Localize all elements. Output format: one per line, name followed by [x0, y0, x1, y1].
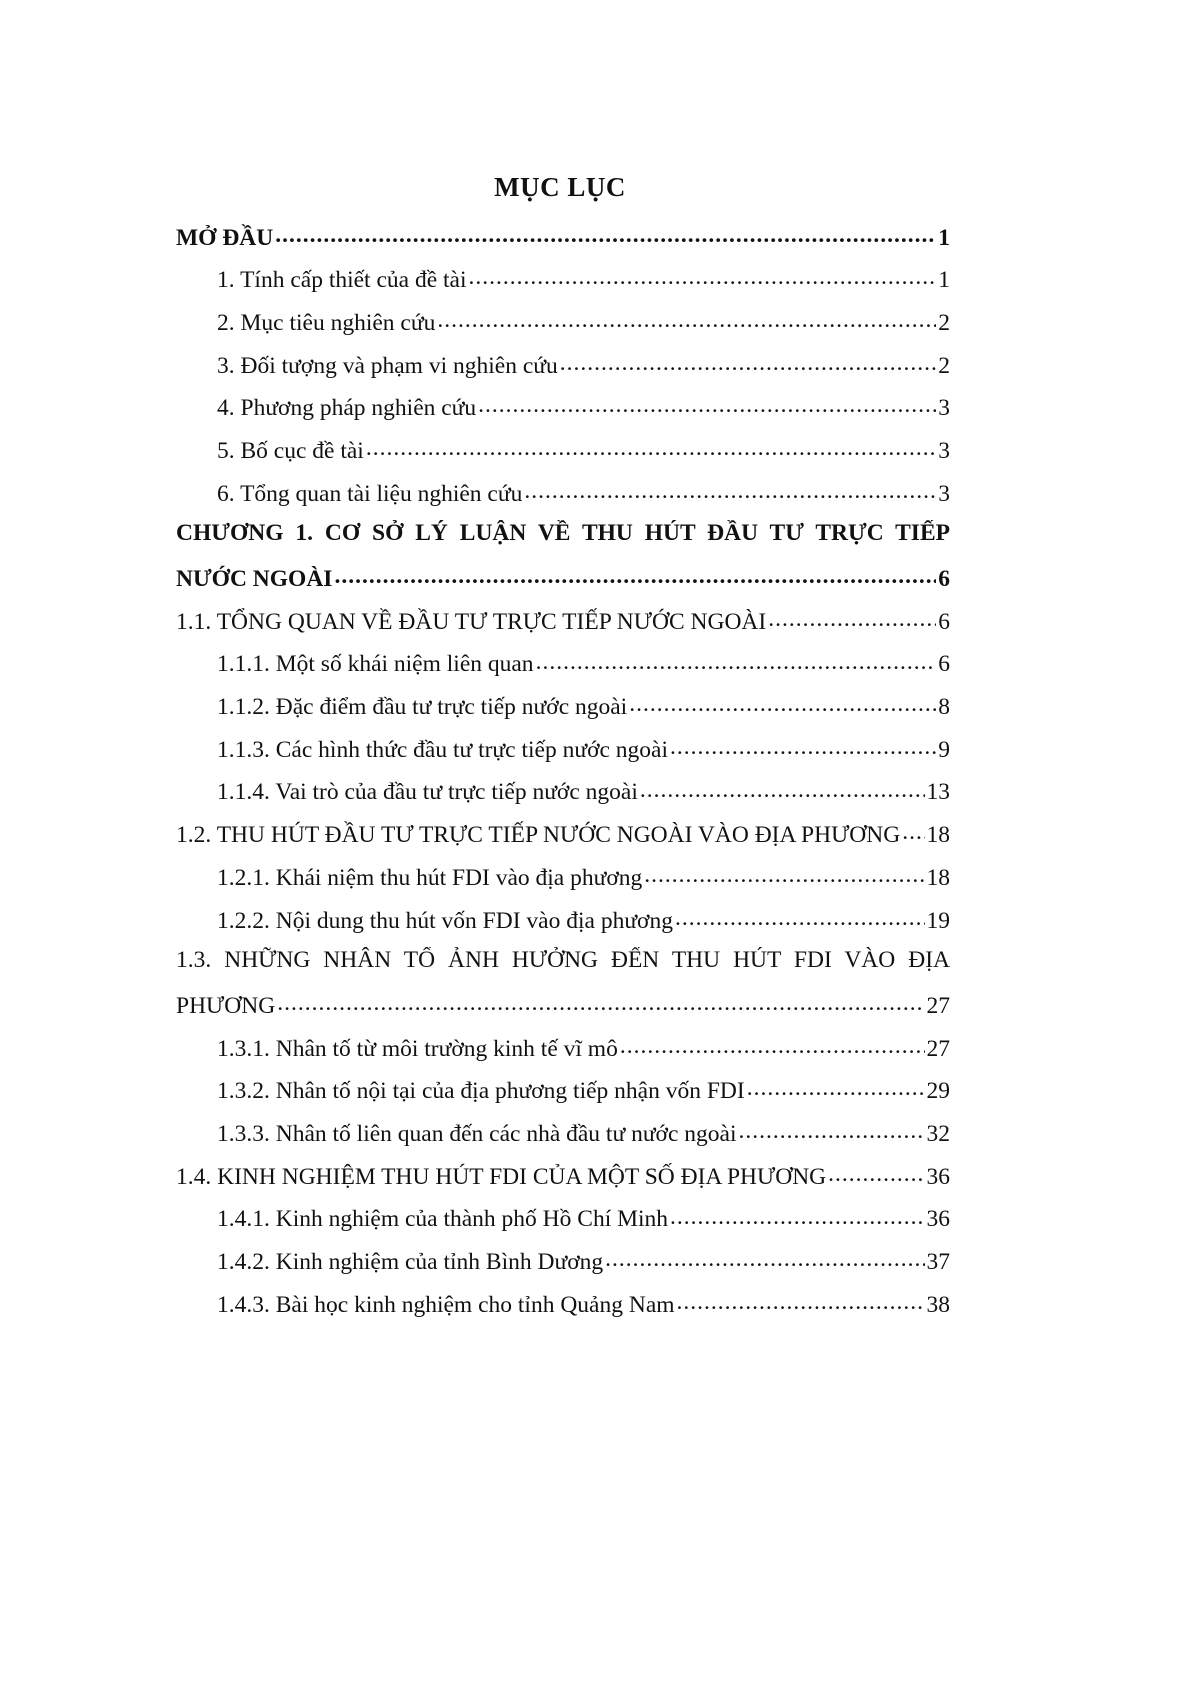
- toc-entry-page-number: 6: [938, 566, 950, 592]
- toc-entry[interactable]: [176, 306, 950, 349]
- toc-entry-page-number: 3: [938, 395, 950, 422]
- toc-entry[interactable]: [176, 477, 950, 520]
- toc-entry-label: CHƯƠNG 1. CƠ SỞ LÝ LUẬN VỀ THU HÚT ĐẦU TƯ TRỰC TIẾP: [176, 519, 950, 546]
- toc-entry-page-number: 3: [938, 437, 950, 464]
- dot-leader: [605, 1246, 924, 1270]
- toc-entry-label: 2. Mục tiêu nghiên cứu: [217, 309, 436, 336]
- toc-entry-label: 1.4.2. Kinh nghiệm của tỉnh Bình Dương: [217, 1249, 604, 1275]
- dot-leader: [536, 648, 937, 672]
- toc-entry[interactable]: [176, 392, 950, 435]
- toc-entry-page-number: 18: [926, 822, 950, 849]
- toc-entry-label: 1.1.1. Một số khái niệm liên quan: [217, 651, 534, 678]
- toc-entry-page-number: 3: [938, 480, 950, 507]
- toc-entry[interactable]: [176, 434, 950, 477]
- toc-entry-label: 4. Phương pháp nghiên cứu: [217, 395, 477, 422]
- toc-entry[interactable]: [176, 733, 950, 776]
- dot-leader: [828, 1160, 924, 1184]
- toc-entry-page-number: 19: [926, 907, 950, 934]
- dot-leader: [768, 605, 936, 629]
- toc-entry-label: 1.1. TỔNG QUAN VỀ ĐẦU TƯ TRỰC TIẾP NƯỚC NGOÀI: [176, 608, 767, 635]
- toc-entry-page-number: 2: [938, 352, 950, 379]
- dot-leader: [620, 1032, 925, 1056]
- toc-entry[interactable]: [176, 819, 950, 862]
- toc-entry[interactable]: [176, 264, 950, 307]
- toc-entry-label: 1.3.3. Nhân tố liên quan đến các nhà đầu tư nước ngoài: [217, 1120, 737, 1147]
- toc-entry-page-number: 2: [938, 309, 950, 336]
- toc-entry-page-number: 1: [938, 267, 950, 294]
- toc-title: MỤC LỤC: [494, 172, 626, 202]
- toc-entry-label: 1. Tính cấp thiết của đề tài: [217, 267, 467, 294]
- dot-leader: [560, 349, 937, 373]
- toc-entry[interactable]: [176, 861, 950, 904]
- toc-entry[interactable]: [176, 648, 950, 691]
- toc-entry-page-number: 29: [926, 1078, 950, 1105]
- toc-entry[interactable]: [176, 221, 950, 264]
- toc-entry-label: 1.1.3. Các hình thức đầu tư trực tiếp nước ngoài: [217, 736, 669, 763]
- toc-entry[interactable]: [176, 1075, 950, 1118]
- dot-leader: [675, 904, 925, 928]
- toc-entry[interactable]: [176, 1160, 950, 1203]
- dot-leader: [902, 819, 924, 843]
- toc-entry-page-number: 36: [926, 1206, 950, 1233]
- toc-entry[interactable]: [176, 776, 950, 819]
- toc-entry-label: 1.1.2. Đặc điểm đầu tư trực tiếp nước ngoài: [217, 694, 628, 721]
- toc-entry-page-number: 38: [926, 1291, 950, 1318]
- toc-entry-label: 1.4. KINH NGHIỆM THU HÚT FDI CỦA MỘT SỐ ĐỊA PHƯƠNG: [176, 1163, 827, 1190]
- toc-entry-label: 1.4.3. Bài học kinh nghiệm cho tỉnh Quảng Nam: [217, 1291, 675, 1318]
- toc-entry-page-number: 8: [938, 694, 950, 721]
- dot-leader: [366, 434, 936, 458]
- dot-leader: [629, 691, 936, 715]
- toc-entry[interactable]: [176, 1288, 950, 1331]
- toc-entry[interactable]: [176, 563, 950, 606]
- dot-leader: [747, 1075, 925, 1099]
- toc-entry[interactable]: [176, 1203, 950, 1246]
- toc-entry-page-number: 9: [938, 736, 950, 763]
- toc-entry-page-number: 36: [926, 1163, 950, 1190]
- toc-entry[interactable]: [176, 691, 950, 734]
- toc-entry[interactable]: [176, 605, 950, 648]
- toc-entry-page-number: 6: [938, 608, 950, 635]
- toc-entry-label: 6. Tổng quan tài liệu nghiên cứu: [217, 480, 523, 507]
- dot-leader: [437, 306, 936, 330]
- dot-leader: [739, 1117, 925, 1141]
- toc-entry-page-number: 18: [926, 864, 950, 891]
- toc-entry-page-number: 13: [926, 779, 950, 806]
- toc-entry-label: 1.2.1. Khái niệm thu hút FDI vào địa phương: [217, 864, 643, 891]
- toc-entry[interactable]: [176, 1032, 950, 1075]
- table-of-contents: [176, 221, 950, 1331]
- dot-leader: [469, 264, 937, 288]
- toc-entry[interactable]: [176, 1246, 950, 1289]
- dot-leader: [677, 1288, 925, 1312]
- toc-entry-label: PHƯƠNG: [176, 992, 276, 1019]
- toc-entry-label: 3. Đối tượng và phạm vi nghiên cứu: [217, 352, 558, 379]
- toc-entry-label: 1.3.2. Nhân tố nội tại của địa phương tiếp nhận vốn FDI: [217, 1078, 745, 1105]
- dot-leader: [640, 776, 925, 800]
- dot-leader: [478, 392, 936, 416]
- toc-entry-label: MỞ ĐẦU: [176, 224, 274, 251]
- toc-entry-label: 5. Bố cục đề tài: [217, 437, 364, 464]
- toc-entry-page-number: 6: [938, 651, 950, 678]
- toc-entry-label: NƯỚC NGOÀI: [176, 566, 333, 592]
- toc-entry[interactable]: [176, 947, 950, 990]
- toc-entry-page-number: 37: [926, 1249, 950, 1275]
- toc-entry[interactable]: [176, 1117, 950, 1160]
- dot-leader: [277, 989, 924, 1013]
- toc-entry-label: 1.2. THU HÚT ĐẦU TƯ TRỰC TIẾP NƯỚC NGOÀI VÀO ĐỊA PHƯƠNG: [176, 822, 901, 849]
- toc-entry-page-number: 1: [938, 224, 950, 251]
- toc-entry-label: 1.3. NHỮNG NHÂN TỐ ẢNH HƯỞNG ĐẾN THU HÚT FDI VÀO ĐỊA: [176, 946, 950, 973]
- toc-entry-label: 1.2.2. Nội dung thu hút vốn FDI vào địa phương: [217, 907, 673, 934]
- dot-leader: [524, 477, 936, 501]
- toc-entry[interactable]: [176, 520, 950, 563]
- toc-entry[interactable]: [176, 989, 950, 1032]
- toc-entry-page-number: 27: [926, 992, 950, 1019]
- toc-entry-page-number: 27: [926, 1035, 950, 1062]
- toc-entry-label: 1.3.1. Nhân tố từ môi trường kinh tế vĩ mô: [217, 1035, 618, 1062]
- dot-leader: [334, 563, 936, 587]
- toc-entry-label: 1.4.1. Kinh nghiệm của thành phố Hồ Chí Minh: [217, 1206, 669, 1233]
- toc-entry-label: 1.1.4. Vai trò của đầu tư trực tiếp nước ngoài: [217, 779, 638, 806]
- toc-entry[interactable]: [176, 349, 950, 392]
- dot-leader: [644, 861, 924, 885]
- dot-leader: [670, 733, 936, 757]
- toc-entry-page-number: 32: [926, 1120, 950, 1147]
- dot-leader: [670, 1203, 924, 1227]
- dot-leader: [275, 221, 936, 245]
- toc-entry[interactable]: [176, 904, 950, 947]
